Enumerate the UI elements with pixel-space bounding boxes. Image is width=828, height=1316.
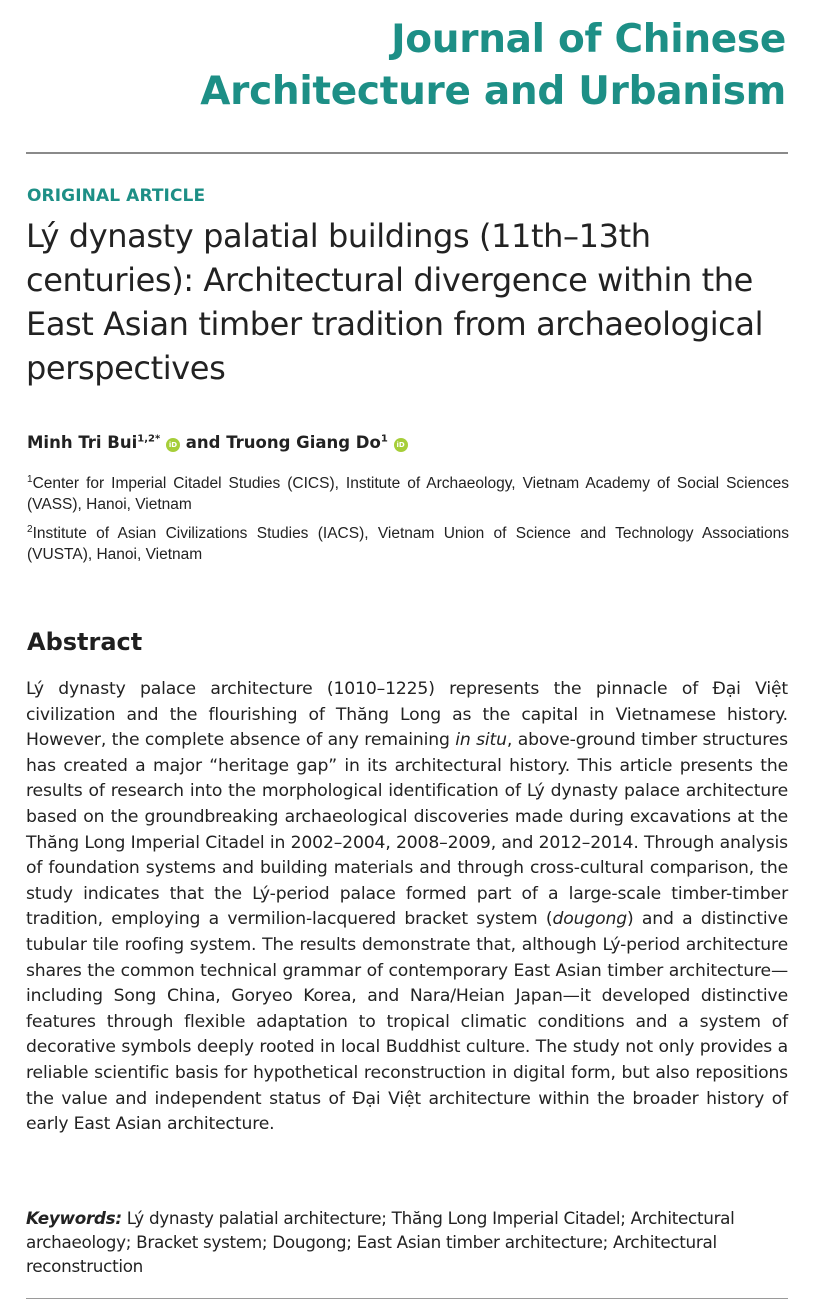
abstract-body xyxy=(26,677,788,1138)
affiliation-text: Center for Imperial Citadel Studies (CICS), Institute of Archaeology, Vietnam Academy of Social Sciences (VASS), Hanoi, Vietnam xyxy=(27,475,789,514)
journal-title-line2: Architecture and Urbanism xyxy=(200,69,786,114)
affiliation-2 xyxy=(27,519,789,565)
abstract-text: , above-ground timber structures has created a major “heritage gap” in its architectural history. This article presents the results of research into the morphological identification of Lý dynasty palace architecture based on the groundbreaking archaeological discoveries made during excavations at the Thăng Long Imperial Citadel in 2002–2004, 2008–2009, and 2012–2014. Through analysis of foundation systems and building materials and through cross-cultural comparison, the study indicates that the Lý-period palace formed part of a large-scale timber-timber tradition, employing a vermilion-lacquered bracket system ( xyxy=(26,730,788,930)
abstract-text: Lý dynasty palace architecture (1010–1225) represents the pinnacle of Đại Việt civilization and the flourishing of Thăng Long as the capital in Vietnamese history. However, the complete absence of any remaining xyxy=(26,679,788,751)
header-divider xyxy=(26,152,788,154)
author-affiliation-marker: 1 xyxy=(380,433,388,445)
abstract-italic-term: in situ xyxy=(455,730,507,751)
keywords xyxy=(26,1206,788,1278)
orcid-icon[interactable]: iD xyxy=(394,438,408,452)
author-line xyxy=(27,433,408,452)
author-name[interactable]: Truong Giang Do xyxy=(226,433,381,452)
affiliation-text: Institute of Asian Civilizations Studies (IACS), Vietnam Union of Science and Technology Associations (VUSTA), Hanoi, Vietnam xyxy=(27,525,789,564)
article-title: Lý dynasty palatial buildings (11th–13th centuries): Architectural divergence within the East Asian timber tradition from archaeological perspectives xyxy=(26,217,764,387)
keywords-text: Lý dynasty palatial architecture; Thăng Long Imperial Citadel; Architectural archaeology; Bracket system; Dougong; East Asian timber architecture; Architectural reconstruction xyxy=(26,1208,735,1276)
footer-divider xyxy=(26,1298,788,1299)
abstract-text: ) and a distinctive tubular tile roofing system. The results demonstrate that, although Lý-period architecture shares the common technical grammar of contemporary East Asian timber architecture—including Song China, Goryeo Korea, and Nara/Heian Japan—it developed distinctive features through flexible adaptation to tropical climatic conditions and a system of decorative symbols deeply rooted in local Buddhist culture. The study not only provides a reliable scientific basis for hypothetical reconstruction in digital form, but also repositions the value and independent status of Đại Việt architecture within the broader history of early East Asian architecture. xyxy=(26,909,789,1135)
abstract-heading: Abstract xyxy=(27,628,143,656)
journal-title-line1: Journal of Chinese xyxy=(391,17,786,62)
affiliation-number: 1 xyxy=(27,474,33,485)
author-joiner: and xyxy=(185,433,221,452)
affiliation-1 xyxy=(27,469,789,515)
affiliation-number: 2 xyxy=(27,524,33,535)
article-type: ORIGINAL ARTICLE xyxy=(27,186,206,206)
orcid-icon[interactable]: iD xyxy=(166,438,180,452)
author-affiliation-marker: 1,2* xyxy=(137,433,161,445)
keywords-label: Keywords: xyxy=(26,1208,122,1228)
abstract-italic-term: dougong xyxy=(552,909,627,930)
journal-title xyxy=(200,14,786,118)
author-name[interactable]: Minh Tri Bui xyxy=(27,433,138,452)
